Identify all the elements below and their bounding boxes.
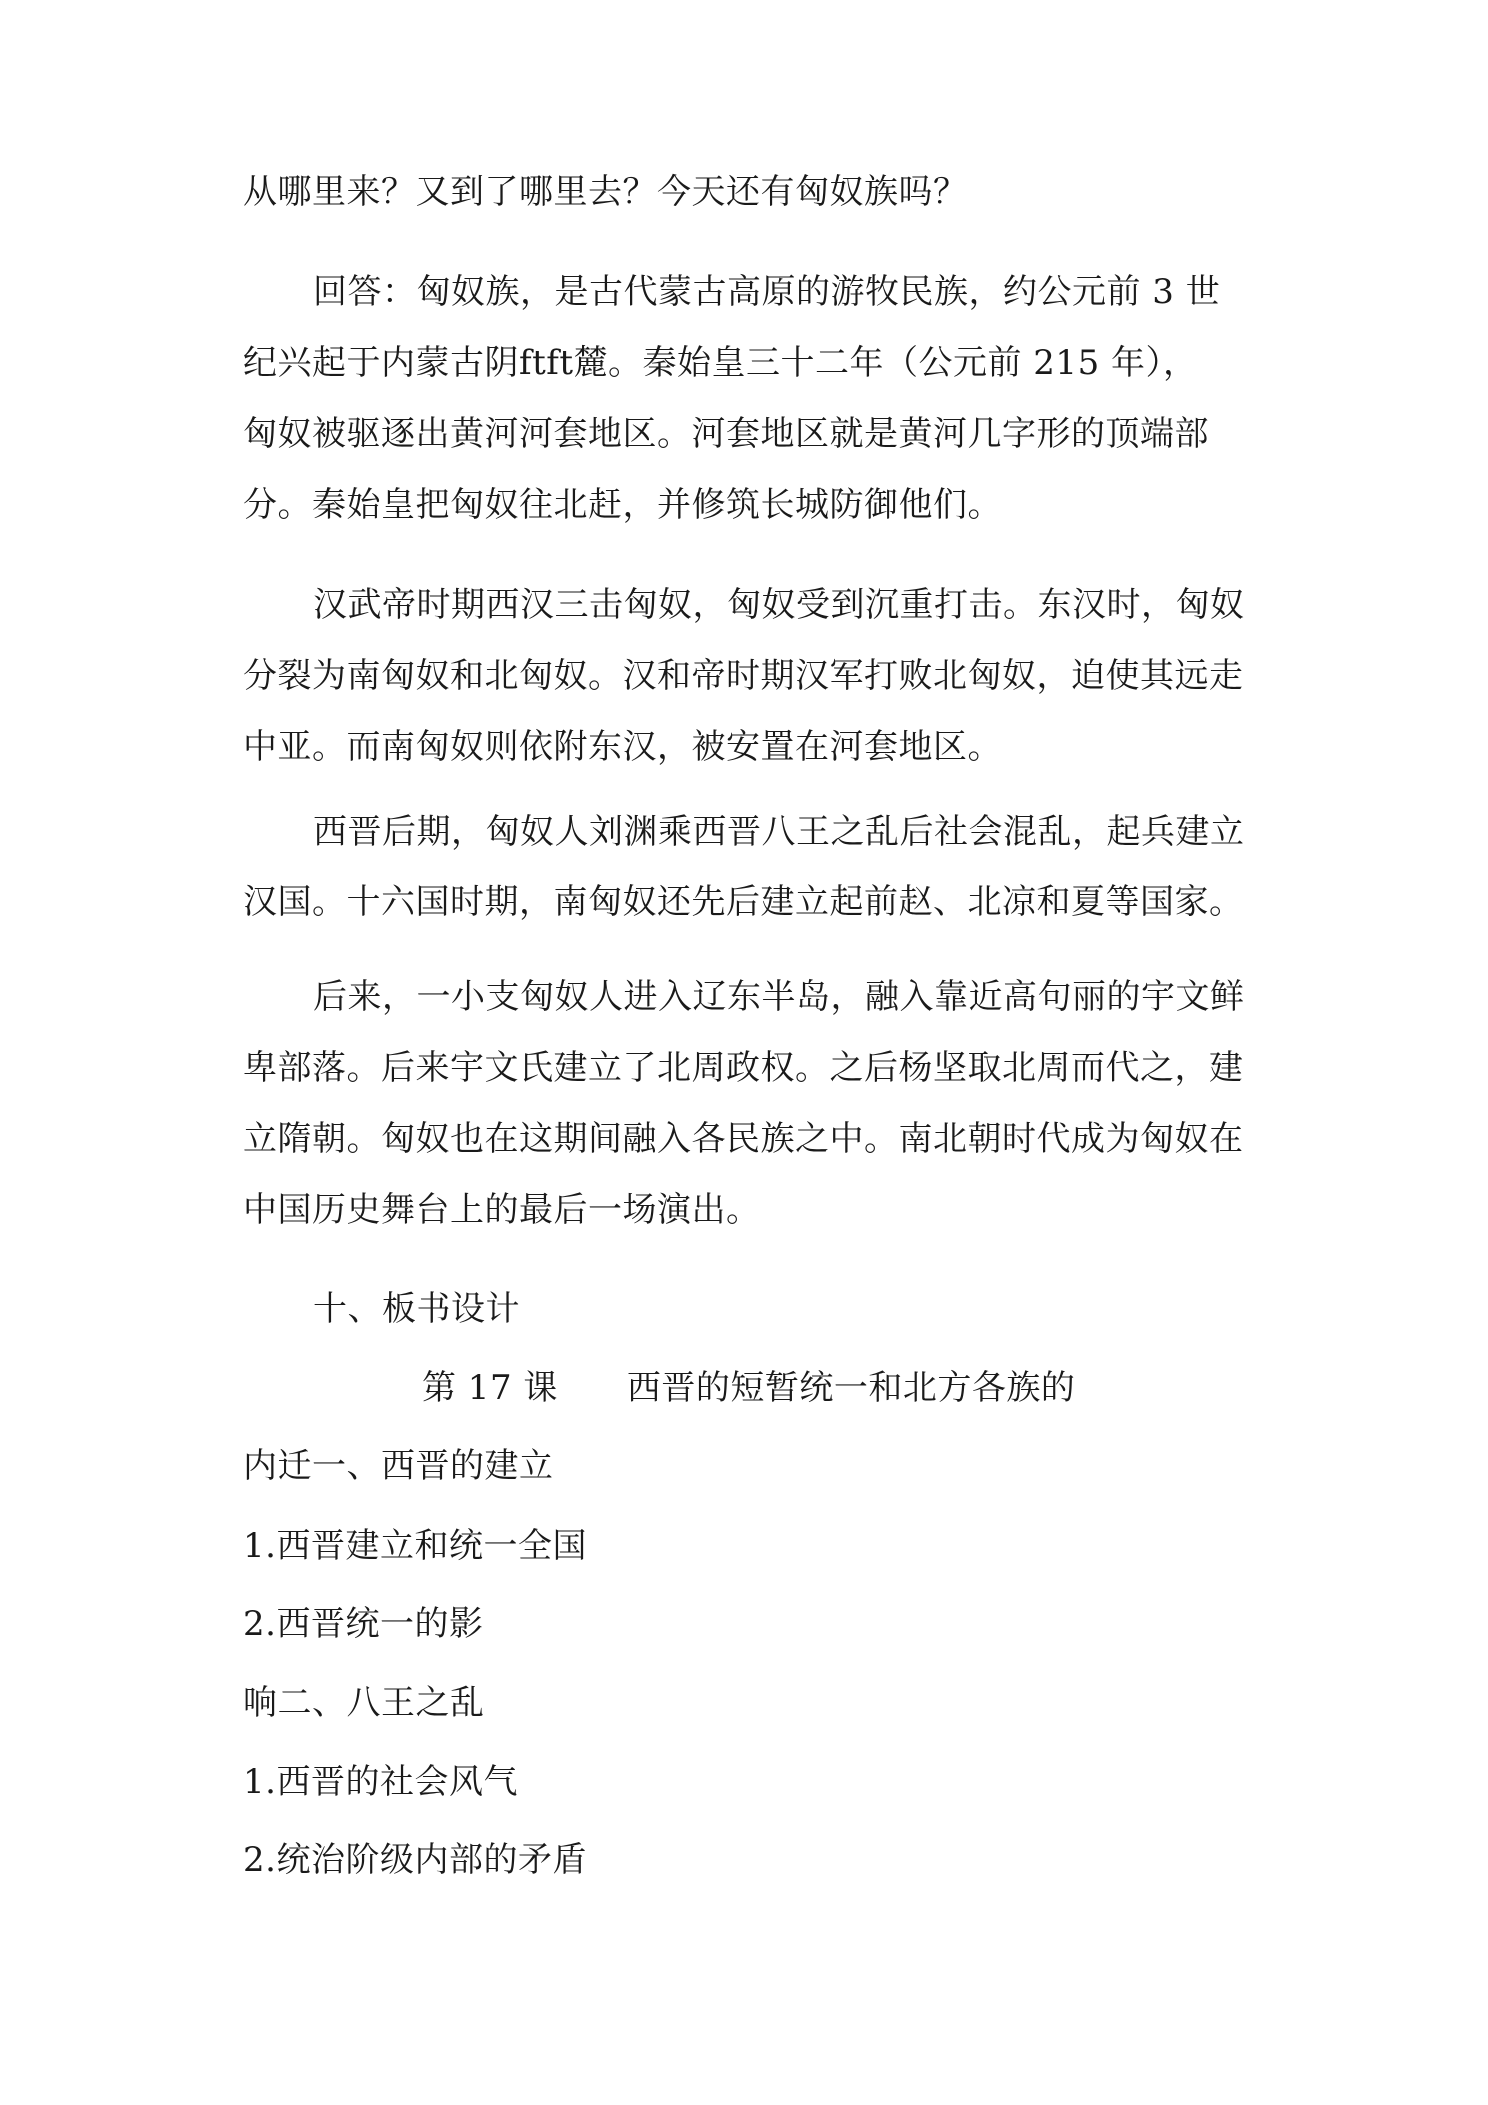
- outline-item: 1.西晋建立和统一全国: [243, 1526, 587, 1566]
- paragraph-line: 汉武帝时期西汉三击匈奴，匈奴受到沉重打击。东汉时，匈奴: [313, 585, 1245, 625]
- paragraph-line: 分裂为南匈奴和北匈奴。汉和帝时期汉军打败北匈奴，迫使其远走: [243, 656, 1244, 696]
- paragraph-line: 中亚。而南匈奴则依附东汉，被安置在河套地区。: [243, 727, 1002, 767]
- outline-item: 1.西晋的社会风气: [243, 1762, 518, 1802]
- outline-item: 2.统治阶级内部的矛盾: [243, 1840, 587, 1880]
- paragraph-line: 西晋后期，匈奴人刘渊乘西晋八王之乱后社会混乱，起兵建立: [313, 812, 1245, 852]
- paragraph-line: 分。秦始皇把匈奴往北赶，并修筑长城防御他们。: [243, 485, 1002, 525]
- text-line: 从哪里来？又到了哪里去？今天还有匈奴族吗？: [243, 172, 968, 212]
- paragraph-line: 后来，一小支匈奴人进入辽东半岛，融入靠近高句丽的宇文鲜: [313, 977, 1245, 1017]
- paragraph-line: 汉国。十六国时期，南匈奴还先后建立起前赵、北凉和夏等国家。: [243, 882, 1244, 922]
- paragraph-line: 中国历史舞台上的最后一场演出。: [243, 1190, 761, 1230]
- paragraph-line: 立隋朝。匈奴也在这期间融入各民族之中。南北朝时代成为匈奴在: [243, 1119, 1244, 1159]
- outline-item: 内迁一、西晋的建立: [243, 1446, 554, 1486]
- paragraph-line: 纪兴起于内蒙古阴ftft麓。秦始皇三十二年（公元前 215 年），: [243, 343, 1198, 383]
- paragraph-line: 回答：匈奴族，是古代蒙古高原的游牧民族，约公元前 3 世: [313, 272, 1221, 312]
- outline-item: 响二、八王之乱: [243, 1683, 485, 1723]
- section-heading: 十、板书设计: [313, 1289, 520, 1329]
- lesson-title: 第 17 课 西晋的短暂统一和北方各族的: [422, 1368, 1076, 1408]
- paragraph-line: 卑部落。后来宇文氏建立了北周政权。之后杨坚取北周而代之，建: [243, 1048, 1244, 1088]
- outline-item: 2.西晋统一的影: [243, 1604, 484, 1644]
- paragraph-line: 匈奴被驱逐出黄河河套地区。河套地区就是黄河几字形的顶端部: [243, 414, 1209, 454]
